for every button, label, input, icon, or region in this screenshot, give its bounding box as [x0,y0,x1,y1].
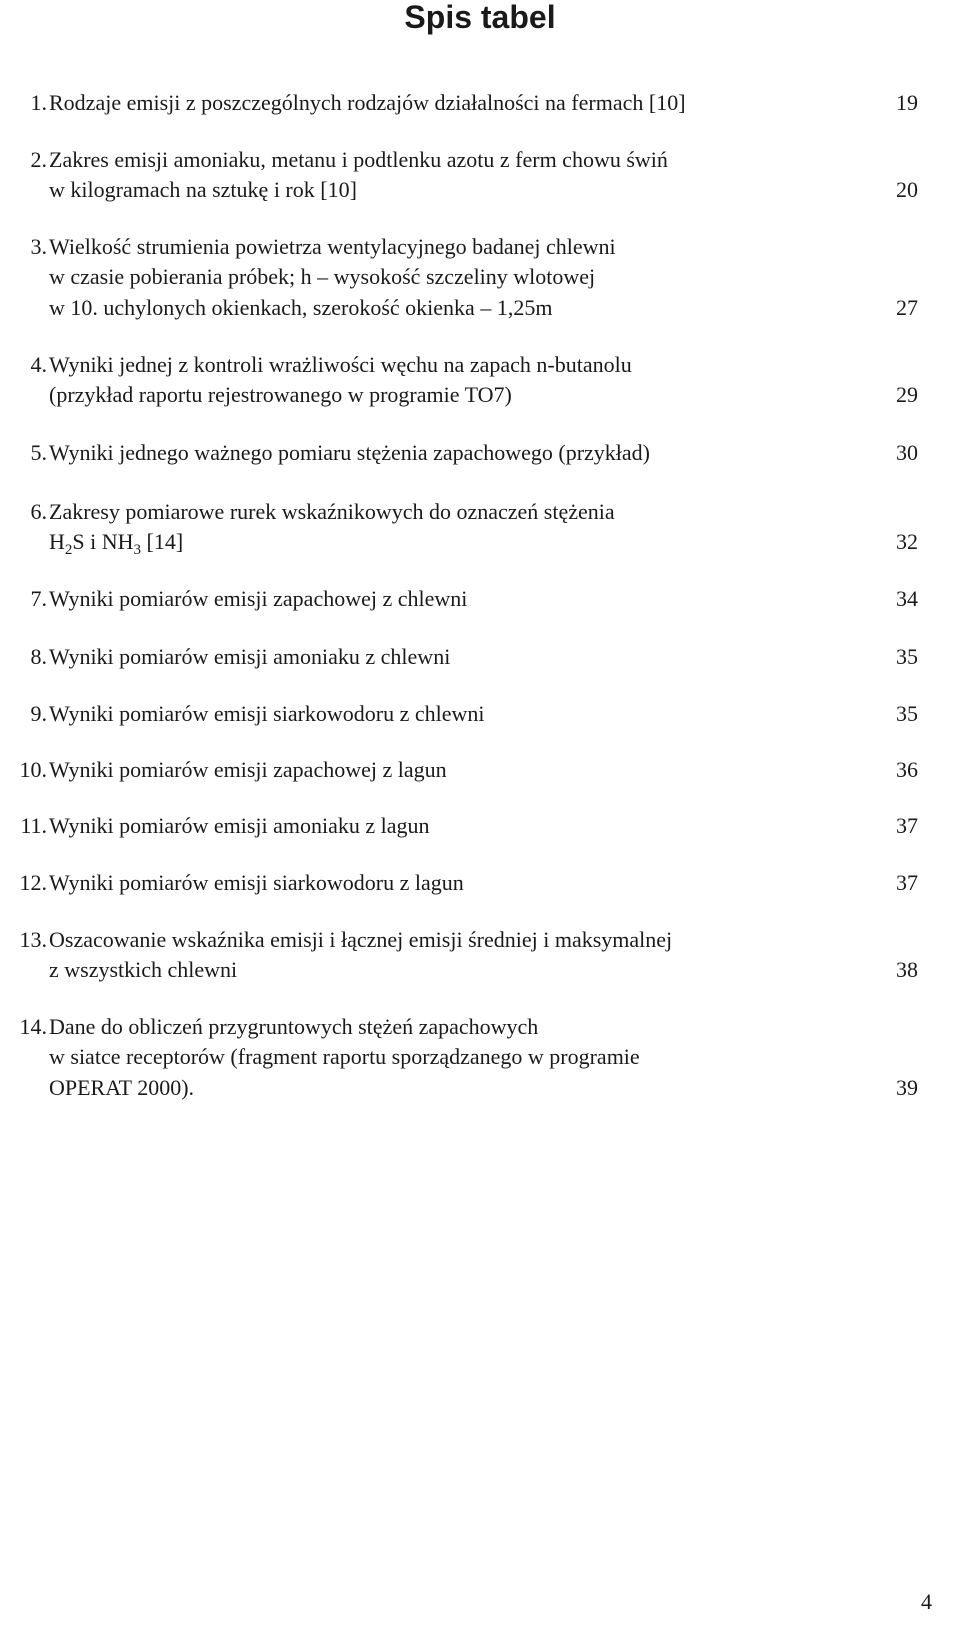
entry-number: 3. [30,234,47,259]
entry-text: Wyniki pomiarów emisji amoniaku z lagun [49,813,430,838]
entry-page: 37 [896,870,918,895]
entry-page: 35 [896,644,918,669]
entry-number: 5. [30,440,47,465]
formula-ref: [14] [141,529,184,554]
entry-number: 8. [30,644,47,669]
entry-page: 34 [896,586,918,611]
entry-page: 36 [896,757,918,782]
entry-number: 14. [19,1014,47,1039]
entry-number: 7. [30,586,47,611]
formula-s-and-nh: S i NH [72,529,134,554]
entry-formula [49,527,183,560]
entry-page: 35 [896,701,918,726]
entry-text: Oszacowanie wskaźnika emisji i łącznej emisji średniej i maksymalnej [49,927,673,952]
entry-number: 1. [30,90,47,115]
entry-text: Wielkość strumienia powietrza wentylacyjnego badanej chlewni [49,234,616,259]
formula-h: H [49,529,65,554]
entry-number: 6. [30,499,47,524]
entry-text: w siatce receptorów (fragment raportu sporządzanego w programie [49,1044,640,1069]
entry-text: w czasie pobierania próbek; h – wysokość szczeliny wlotowej [49,264,596,289]
entry-page: 19 [896,90,918,115]
entry-text: Zakresy pomiarowe rurek wskaźnikowych do oznaczeń stężenia [49,499,615,524]
entry-text: w 10. uchylonych okienkach, szerokość okienka – 1,25m [49,295,553,320]
entry-number: 10. [19,757,47,782]
entry-number: 13. [19,927,47,952]
entry-page: 38 [896,957,918,982]
entry-text: OPERAT 2000). [49,1075,195,1100]
entry-text: (przykład raportu rejestrowanego w programie TO7) [49,382,512,407]
entry-text: w kilogramach na sztukę i rok [10] [49,177,357,202]
entry-text: Wyniki pomiarów emisji siarkowodoru z lagun [49,870,464,895]
entry-page: 32 [896,529,918,554]
entry-number: 11. [20,813,47,838]
formula-subscript-2: 2 [64,542,73,558]
entry-page: 27 [896,295,918,320]
page-number: 4 [921,1589,932,1614]
entry-text: Wyniki pomiarów emisji zapachowej z chlewni [49,586,468,611]
entry-page: 30 [896,440,918,465]
formula-subscript-3: 3 [133,542,142,558]
entry-page: 29 [896,382,918,407]
entry-text: Wyniki pomiarów emisji zapachowej z lagun [49,757,447,782]
entry-text: Rodzaje emisji z poszczególnych rodzajów działalności na fermach [10] [49,90,686,115]
entry-text: Wyniki pomiarów emisji amoniaku z chlewni [49,644,451,669]
entry-text: Wyniki jednej z kontroli wrażliwości węchu na zapach n-butanolu [49,352,632,377]
entry-number: 12. [19,870,47,895]
entry-page: 39 [896,1075,918,1100]
entry-number: 2. [30,147,47,172]
entry-number: 9. [30,701,47,726]
entry-text: Dane do obliczeń przygruntowych stężeń zapachowych [49,1014,539,1039]
entry-text: z wszystkich chlewni [49,957,238,982]
entry-page: 20 [896,177,918,202]
entry-text: Wyniki pomiarów emisji siarkowodoru z chlewni [49,701,485,726]
entry-text: Wyniki jednego ważnego pomiaru stężenia zapachowego (przykład) [49,440,650,465]
page-title: Spis tabel [404,0,556,35]
entry-number: 4. [30,352,47,377]
entry-page: 37 [896,813,918,838]
entry-text: Zakres emisji amoniaku, metanu i podtlenku azotu z ferm chowu świń [49,147,668,172]
